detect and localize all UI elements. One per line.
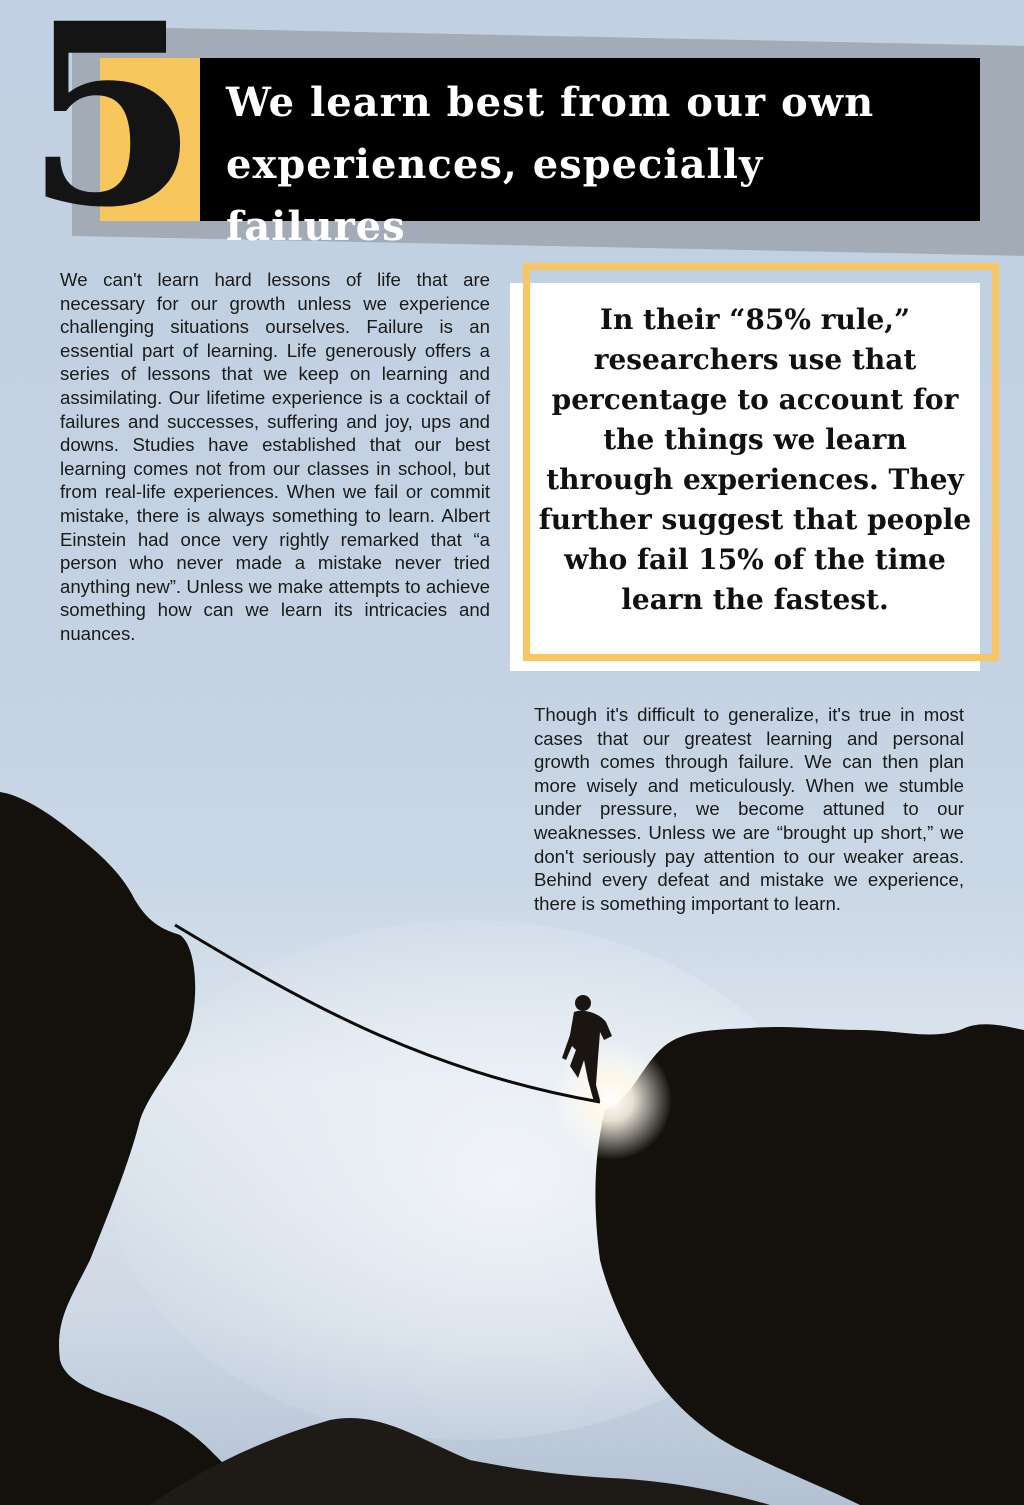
page-title-line-2: experiences, especially failures <box>226 141 764 250</box>
callout-quote: In their “85% rule,” researchers use that percentage to account for the things we learn through experiences. They further suggest that people who fail 15% of the time learn the fastest. <box>538 303 972 616</box>
right-column-text: Though it's difficult to generalize, it's true in most cases that our greatest learning and personal growth comes through failure. We can then plan more wisely and meticulously. When we stumble under pressure, we become attuned to our weaknesses. Unless we are “brought up short,” we don't seriously pay attention to our weaker areas. Behind every defeat and mistake we experience, there is something important to learn. <box>534 704 964 914</box>
section-number: 5 <box>25 0 199 262</box>
title-bar <box>200 58 980 250</box>
page-title-line-1: We learn best from our own <box>226 79 875 126</box>
left-column-text: We can't learn hard lessons of life that are necessary for our growth unless we experience challenging situations ourselves. Failure is an essential part of learning. Life generously offers a series of lessons that we keep on learning and assimilating. Our lifetime experience is a cocktail of failures and successes, suffering and joy, ups and downs. Studies have established that our best learning comes not from our classes in school, but from real-life experiences. When we fail or commit mistake, there is always something to learn. Albert Einstein had once very rightly remarked that “a person who never made a mistake never tried anything new”. Unless we make attempts to achieve something how can we learn its intricacies and nuances. <box>60 269 490 644</box>
